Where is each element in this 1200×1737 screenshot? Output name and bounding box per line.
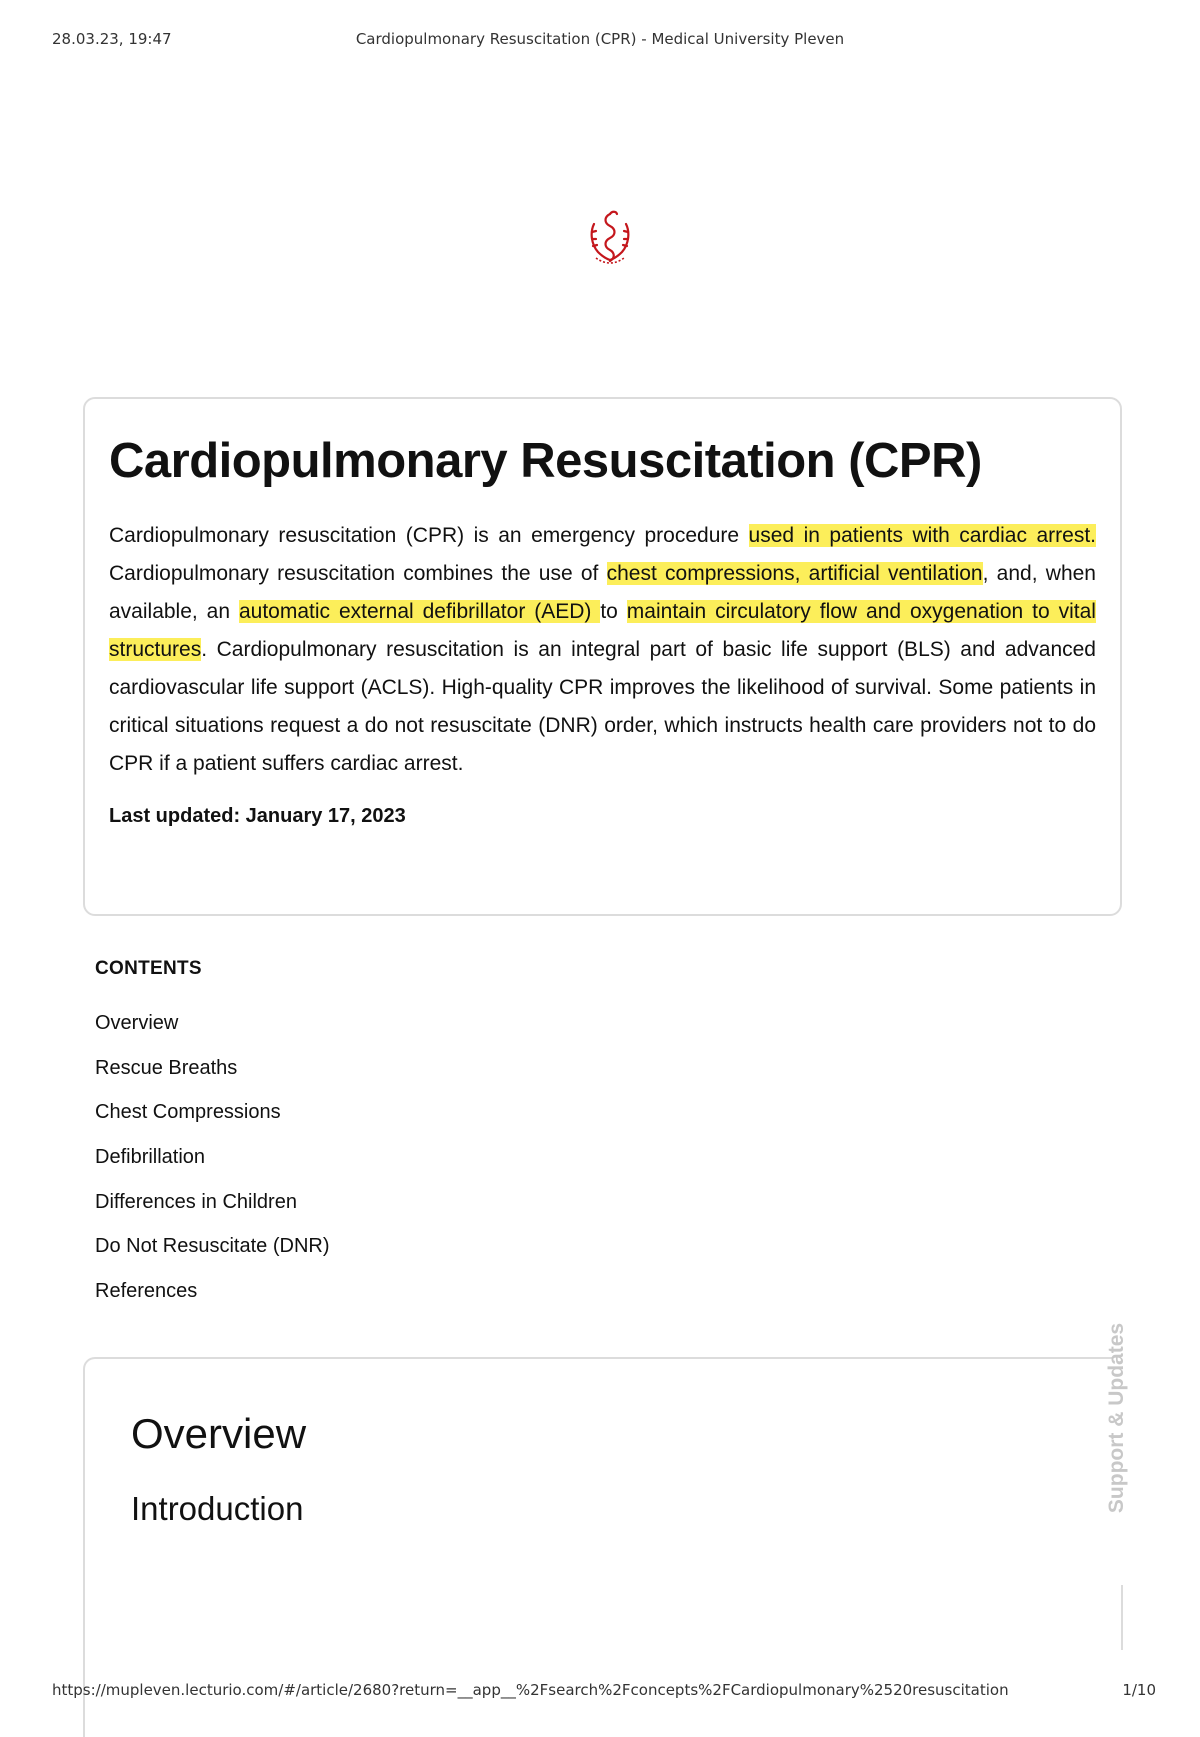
last-updated: Last updated: January 17, 2023 — [109, 805, 406, 827]
highlighted-text: chest compressions, artificial ventilation — [606, 562, 983, 585]
intro-text: Cardiopulmonary resuscitation combines the use of — [109, 562, 607, 585]
print-page-title: Cardiopulmonary Resuscitation (CPR) - Medical University Pleven — [355, 30, 845, 48]
table-of-contents — [95, 1012, 330, 1325]
crest-icon — [582, 208, 638, 270]
intro-text: . Cardiopulmonary resuscitation is an integral part of basic life support (BLS) and advanced cardiovascular life support (ACLS). High-quality CPR improves the likelihood of survival. Some patients in critical situations request a do not resuscitate (DNR) order, which instructs health care providers not to do CPR if a patient suffers cardiac arrest. — [109, 638, 1096, 775]
article-title: Cardiopulmonary Resuscitation (CPR) — [109, 434, 982, 488]
contents-heading: CONTENTS — [95, 958, 202, 979]
university-crest-logo[interactable] — [582, 208, 638, 270]
toc-item-chest-compressions[interactable]: Chest Compressions — [95, 1101, 281, 1124]
toc-item-rescue-breaths[interactable]: Rescue Breaths — [95, 1056, 238, 1079]
toc-item-overview[interactable]: Overview — [95, 1012, 179, 1034]
toc-item-differences-in-children[interactable]: Differences in Children — [95, 1190, 297, 1213]
support-updates-tab[interactable]: Support & Updates — [1105, 1322, 1128, 1514]
print-datetime: 28.03.23, 19:47 — [52, 30, 172, 48]
highlighted-text: maintain circulatory flow and oxygenation to vital structures — [109, 600, 1096, 661]
highlighted-text: used in patients with cardiac arrest. — [748, 524, 1096, 547]
highlighted-text: automatic external defibrillator (AED) — [238, 600, 601, 623]
toc-item-defibrillation[interactable]: Defibrillation — [95, 1146, 206, 1169]
article-intro — [109, 517, 1096, 783]
print-url: https://mupleven.lecturio.com/#/article/2680?return=__app__%2Fsearch%2Fconcepts%2FCardiopulmonary%2520resuscitation — [52, 1681, 1009, 1699]
intro-text: to — [600, 600, 627, 623]
toc-item-dnr[interactable]: Do Not Resuscitate (DNR) — [95, 1235, 330, 1258]
section-subtitle: Introduction — [131, 1490, 304, 1527]
article-summary-card — [83, 397, 1122, 916]
intro-text: , and, when available, an — [109, 562, 1096, 623]
toc-item-references[interactable]: References — [95, 1280, 198, 1303]
divider — [1121, 1585, 1123, 1650]
print-page-number: 1/10 — [1122, 1681, 1156, 1699]
section-title: Overview — [131, 1410, 307, 1457]
intro-text: Cardiopulmonary resuscitation (CPR) is an emergency procedure — [109, 524, 749, 547]
